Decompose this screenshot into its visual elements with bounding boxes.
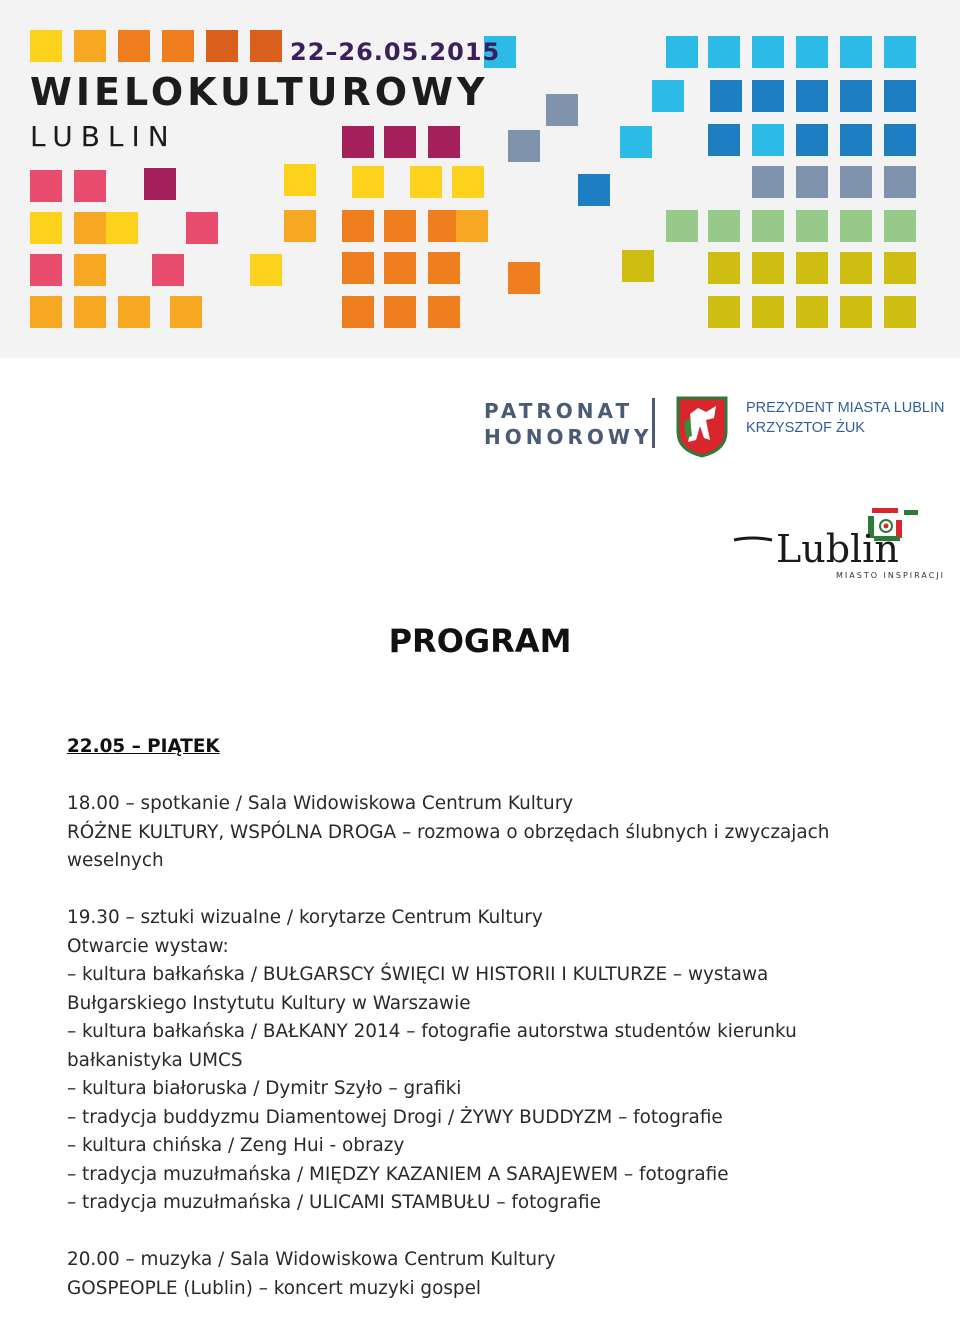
mosaic-square: [30, 30, 62, 62]
mosaic-square: [884, 252, 916, 284]
mosaic-square: [578, 174, 610, 206]
mosaic-square: [342, 296, 374, 328]
mosaic-square: [708, 210, 740, 242]
mosaic-square: [796, 296, 828, 328]
mosaic-square: [752, 210, 784, 242]
mosaic-square: [666, 210, 698, 242]
event-line: GOSPEOPLE (Lublin) – koncert muzyki gospel: [67, 1277, 482, 1299]
event-line: RÓŻNE KULTURY, WSPÓLNA DROGA – rozmowa o obrzędach ślubnych i zwyczajach: [67, 821, 830, 843]
mosaic-square: [796, 124, 828, 156]
festival-banner: [0, 0, 960, 358]
mosaic-square: [508, 130, 540, 162]
mosaic-square: [352, 166, 384, 198]
mosaic-square: [710, 80, 742, 112]
mosaic-square: [508, 262, 540, 294]
mosaic-square: [840, 210, 872, 242]
mosaic-square: [342, 252, 374, 284]
event-line: weselnych: [67, 850, 164, 871]
mosaic-square: [74, 30, 106, 62]
mosaic-square: [546, 94, 578, 126]
day-heading: 22.05 – PIĄTEK: [67, 736, 220, 757]
mosaic-square: [884, 36, 916, 68]
patronage-divider: [652, 398, 655, 448]
mosaic-square: [840, 36, 872, 68]
mosaic-square: [796, 36, 828, 68]
mosaic-square: [410, 166, 442, 198]
mosaic-square: [708, 36, 740, 68]
program-heading: PROGRAM: [388, 622, 572, 660]
mosaic-square: [30, 254, 62, 286]
patronage-line2: HONOROWY: [484, 425, 653, 449]
patron-title: PREZYDENT MIASTA LUBLIN: [746, 400, 945, 416]
mosaic-square: [118, 30, 150, 62]
event-line: 20.00 – muzyka / Sala Widowiskowa Centrum Kultury: [67, 1249, 556, 1270]
mosaic-square: [456, 210, 488, 242]
event-line: – kultura chińska / Zeng Hui - obrazy: [67, 1135, 405, 1156]
mosaic-square: [30, 170, 62, 202]
event-line: bałkanistyka UMCS: [67, 1049, 243, 1071]
program-content: [67, 733, 927, 1332]
mosaic-square: [884, 296, 916, 328]
festival-title: WIELOKULTUROWY: [30, 70, 489, 114]
mosaic-square: [884, 124, 916, 156]
event-block: [67, 904, 927, 1218]
mosaic-square: [884, 80, 916, 112]
event-line: 19.30 – sztuki wizualne / korytarze Centrum Kultury: [67, 907, 543, 928]
event-line: – tradycja muzułmańska / ULICAMI STAMBUŁU – fotografie: [67, 1192, 601, 1213]
festival-date: 22–26.05.2015: [290, 38, 501, 66]
mosaic-square: [384, 210, 416, 242]
mosaic-square: [796, 80, 828, 112]
mosaic-square: [74, 170, 106, 202]
mosaic-square: [796, 210, 828, 242]
mosaic-square: [884, 166, 916, 198]
mosaic-square: [74, 296, 106, 328]
mosaic-square: [74, 212, 106, 244]
patronage-line1: PATRONAT: [484, 399, 634, 423]
mosaic-square: [752, 296, 784, 328]
mosaic-square: [384, 252, 416, 284]
event-list: [67, 790, 927, 1303]
mosaic-square: [840, 80, 872, 112]
mosaic-square: [384, 126, 416, 158]
mosaic-square: [428, 126, 460, 158]
mosaic-square: [796, 252, 828, 284]
event-line: Bułgarskiego Instytutu Kultury w Warszawie: [67, 992, 471, 1014]
mosaic-square: [708, 124, 740, 156]
mosaic-square: [74, 254, 106, 286]
mosaic-square: [118, 296, 150, 328]
event-line: 18.00 – spotkanie / Sala Widowiskowa Centrum Kultury: [67, 793, 574, 814]
mosaic-square: [752, 124, 784, 156]
mosaic-square: [342, 126, 374, 158]
mosaic-square: [796, 166, 828, 198]
logo-wordmark: Lublin: [776, 527, 899, 571]
mosaic-square: [752, 80, 784, 112]
mosaic-square: [752, 252, 784, 284]
mosaic-square: [666, 36, 698, 68]
mosaic-square: [840, 252, 872, 284]
event-line: – kultura białoruska / Dymitr Szyło – grafiki: [67, 1078, 462, 1099]
mosaic-square: [250, 254, 282, 286]
lublin-city-logo: [732, 506, 946, 588]
coat-of-arms-icon: [676, 396, 728, 458]
mosaic-square: [752, 166, 784, 198]
mosaic-square: [144, 168, 176, 200]
mosaic-square: [708, 296, 740, 328]
mosaic-square: [206, 30, 238, 62]
event-line: – tradycja buddyzmu Diamentowej Drogi / ŻYWY BUDDYZM – fotografie: [67, 1106, 723, 1128]
mosaic-square: [30, 296, 62, 328]
mosaic-square: [106, 212, 138, 244]
mosaic-square: [622, 250, 654, 282]
mosaic-square: [840, 166, 872, 198]
mosaic-square: [384, 296, 416, 328]
mosaic-square: [428, 296, 460, 328]
mosaic-square: [162, 30, 194, 62]
mosaic-square: [840, 296, 872, 328]
mosaic-square: [884, 210, 916, 242]
mosaic-square: [620, 126, 652, 158]
patron-name: KRZYSZTOF ŻUK: [746, 420, 865, 436]
mosaic-square: [342, 210, 374, 242]
mosaic-square: [284, 210, 316, 242]
event-line: – tradycja muzułmańska / MIĘDZY KAZANIEM A SARAJEWEM – fotografie: [67, 1163, 729, 1185]
logo-tagline: MIASTO INSPIRACJI: [836, 571, 946, 580]
mosaic-square: [30, 212, 62, 244]
mosaic-square: [186, 212, 218, 244]
event-block: [67, 1246, 927, 1303]
mosaic-square: [428, 252, 460, 284]
mosaic-square: [152, 254, 184, 286]
honorary-patron: [746, 398, 944, 438]
mosaic-square: [170, 296, 202, 328]
mosaic-square: [708, 252, 740, 284]
mosaic-square: [752, 36, 784, 68]
event-block: [67, 790, 927, 876]
event-line: Otwarcie wystaw:: [67, 935, 229, 957]
mosaic-square: [284, 164, 316, 196]
patronage-label: [484, 398, 652, 450]
festival-subtitle: LUBLIN: [30, 120, 177, 153]
mosaic-square: [452, 166, 484, 198]
mosaic-square: [652, 80, 684, 112]
mosaic-square: [840, 124, 872, 156]
event-line: – kultura bałkańska / BAŁKANY 2014 – fotografie autorstwa studentów kierunku: [67, 1021, 797, 1042]
event-line: – kultura bałkańska / BUŁGARSCY ŚWIĘCI W HISTORII I KULTURZE – wystawa: [67, 964, 769, 985]
mosaic-square: [250, 30, 282, 62]
